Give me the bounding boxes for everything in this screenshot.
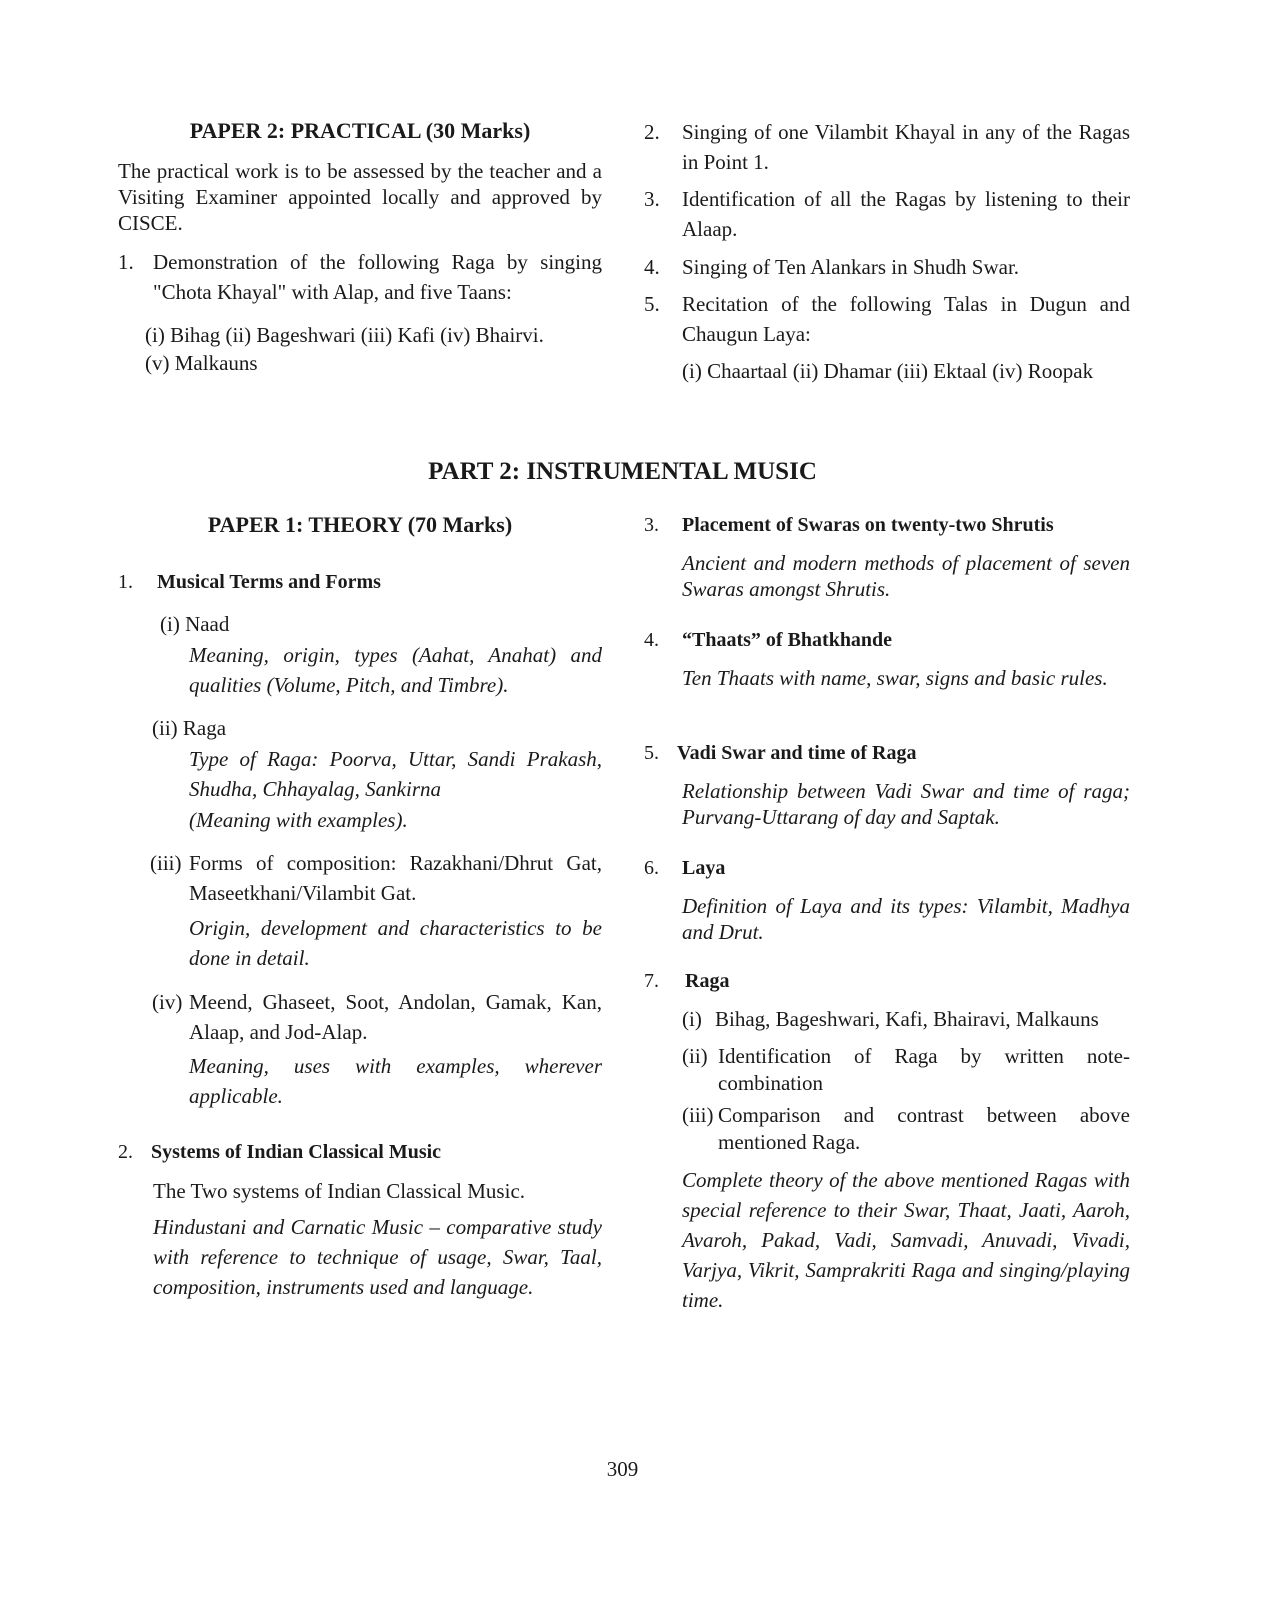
ornamentation-description: Meaning, uses with examples, wherever applicable.: [189, 1054, 602, 1108]
item-text: Singing of Ten Alankars in Shudh Swar.: [682, 255, 1020, 279]
section-title: Musical Terms and Forms: [157, 571, 381, 593]
sub-item-label: (i): [682, 1007, 702, 1031]
section-number: 3.: [644, 514, 659, 536]
section-number: 1.: [118, 571, 133, 593]
item-number: 4.: [644, 255, 660, 279]
raga-list-item-3: [682, 1102, 1130, 1156]
practical-item-5-tala-list: (i) Chaartaal (ii) Dhamar (iii) Ektaal (iv) Roopak: [682, 359, 1094, 383]
sub-item-label: (iv): [152, 990, 183, 1014]
naad-description: Meaning, origin, types (Aahat, Anahat) and qualities (Volume, Pitch, and Timbre).: [189, 643, 602, 697]
item-text: Identification of all the Ragas by listening to their Alaap.: [682, 187, 1130, 241]
raga-theory-description: Complete theory of the above mentioned Ragas with special reference to their Swar, Thaat, Jaati, Aaroh, Avaroh, Pakad, Vadi, Samvadi, Anuvadi, Vivadi, Varjya, Vikrit, Samprakriti Raga and singing/playing time.: [682, 1168, 1130, 1312]
sub-item-label: (ii): [682, 1044, 708, 1068]
section-6-heading: [644, 855, 1130, 881]
practical-item-1: [118, 247, 602, 307]
forms-description: Origin, development and characteristics to be done in detail.: [189, 916, 602, 970]
raga-list-item-1: [682, 1005, 1130, 1033]
raga-list-item-2: [682, 1043, 1130, 1097]
sub-item-text: Comparison and contrast between above mentioned Raga.: [718, 1103, 1130, 1154]
sub-item-text: Bihag, Bageshwari, Kafi, Bhairavi, Malkauns: [715, 1007, 1099, 1031]
practical-item-3: [644, 184, 1130, 244]
item-text: Recitation of the following Talas in Dugun and Chaugun Laya:: [682, 292, 1130, 346]
section-5-heading: [644, 740, 1130, 766]
thaats-description: Ten Thaats with name, swar, signs and basic rules.: [682, 666, 1108, 690]
vadi-swar-description: Relationship between Vadi Swar and time of raga; Purvang-Uttarang of day and Saptak.: [682, 779, 1130, 829]
theory-heading: PAPER 1: THEORY (70 Marks): [207, 512, 513, 537]
page-number: 309: [606, 1457, 639, 1481]
section-2-heading: [118, 1139, 602, 1165]
sub-item-text: Meend, Ghaseet, Soot, Andolan, Gamak, Kan, Alaap, and Jod-Alap.: [189, 990, 602, 1044]
section-1-heading: [118, 569, 602, 595]
systems-description: Hindustani and Carnatic Music – comparative study with reference to technique of usage, Swar, Taal, composition, instruments used and language.: [153, 1215, 602, 1299]
section-4-heading: [644, 627, 1130, 653]
section-title: Placement of Swaras on twenty-two Shrutis: [682, 514, 1054, 536]
naad-label: (i) Naad: [160, 612, 230, 636]
item-text: Demonstration of the following Raga by singing "Chota Khayal" with Alap, and five Taans:: [153, 250, 602, 304]
item-number: 5.: [644, 292, 660, 316]
section-title: Systems of Indian Classical Music: [151, 1141, 442, 1163]
practical-item-1-raga-list: (i) Bihag (ii) Bageshwari (iii) Kafi (iv) Bhairvi.: [145, 323, 544, 347]
systems-text: The Two systems of Indian Classical Music.: [153, 1179, 526, 1203]
practical-heading: PAPER 2: PRACTICAL (30 Marks): [189, 118, 531, 143]
practical-item-4: [644, 252, 1130, 282]
item-text: Singing of one Vilambit Khayal in any of the Ragas in Point 1.: [682, 120, 1130, 174]
section-number: 6.: [644, 857, 659, 879]
item-number: 3.: [644, 187, 660, 211]
sub-item-text: Identification of Raga by written note-combination: [718, 1044, 1130, 1095]
section-title: Laya: [682, 857, 726, 879]
section-number: 5.: [644, 742, 659, 764]
practical-item-2: [644, 117, 1130, 177]
section-title: Raga: [685, 970, 730, 992]
ornamentation-terms: [152, 987, 602, 1047]
shrutis-description: Ancient and modern methods of placement of seven Swaras amongst Shrutis.: [682, 551, 1130, 601]
section-number: 7.: [644, 970, 659, 992]
laya-description: Definition of Laya and its types: Vilambit, Madhya and Drut.: [682, 894, 1130, 944]
sub-item-text: Forms of composition: Razakhani/Dhrut Gat, Maseetkhani/Vilambit Gat.: [189, 851, 602, 905]
part-title: PART 2: INSTRUMENTAL MUSIC: [428, 458, 817, 485]
sub-item-label: (iii): [682, 1103, 714, 1127]
section-7-heading: [644, 968, 1130, 994]
item-number: 1.: [118, 250, 134, 274]
practical-item-1-raga-list-cont: (v) Malkauns: [145, 351, 258, 375]
sub-item-label: (iii): [150, 851, 182, 875]
raga-label: (ii) Raga: [152, 716, 227, 740]
section-3-heading: [644, 512, 1130, 538]
section-title: “Thaats” of Bhatkhande: [682, 629, 893, 651]
section-number: 4.: [644, 629, 659, 651]
practical-intro: The practical work is to be assessed by the teacher and a Visiting Examiner appointed locally and approved by CISCE.: [118, 159, 602, 235]
raga-type-examples: (Meaning with examples).: [189, 808, 408, 832]
forms-of-composition: [150, 848, 602, 908]
practical-item-5: [644, 289, 1130, 349]
section-number: 2.: [118, 1141, 133, 1163]
item-number: 2.: [644, 120, 660, 144]
section-title: Vadi Swar and time of Raga: [677, 742, 917, 764]
raga-type-description: Type of Raga: Poorva, Uttar, Sandi Prakash, Shudha, Chhayalag, Sankirna: [189, 747, 602, 801]
